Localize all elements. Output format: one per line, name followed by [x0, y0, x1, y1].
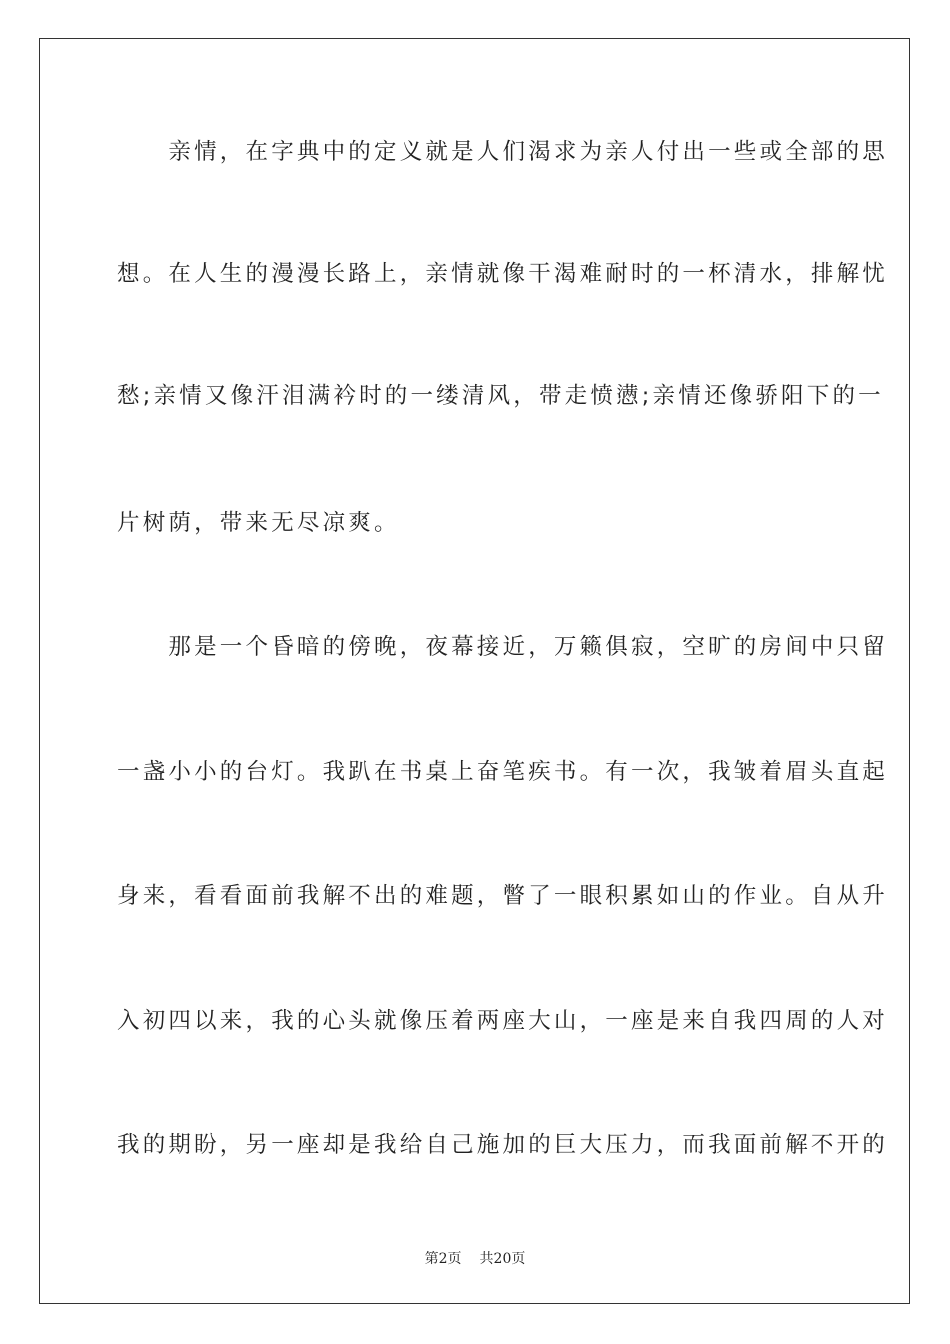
text-line: 我的期盼，另一座却是我给自己施加的巨大压力，而我面前解不开的: [117, 1132, 889, 1158]
page-border: [39, 38, 910, 1304]
text-line: 想。在人生的漫漫长路上，亲情就像干渴难耐时的一杯清水，排解忧: [117, 261, 889, 287]
page-footer: [0, 1248, 950, 1268]
page-total: 共20页: [479, 1251, 526, 1267]
page-number: 第2页: [424, 1251, 462, 1267]
text-line: 身来，看看面前我解不出的难题，瞥了一眼积累如山的作业。自从升: [117, 883, 889, 909]
text-line: 愁;亲情又像汗泪满衿时的一缕清风，带走愤懑;亲情还像骄阳下的一: [117, 383, 884, 409]
text-line: 一盏小小的台灯。我趴在书桌上奋笔疾书。有一次，我皱着眉头直起: [117, 759, 889, 785]
text-line: 片树荫，带来无尽凉爽。: [117, 510, 400, 536]
text-line: 亲情，在字典中的定义就是人们渴求为亲人付出一些或全部的思: [117, 139, 889, 165]
text-line: 那是一个昏暗的傍晚，夜幕接近，万籁俱寂，空旷的房间中只留: [117, 634, 889, 660]
text-line: 入初四以来，我的心头就像压着两座大山，一座是来自我四周的人对: [117, 1008, 889, 1034]
